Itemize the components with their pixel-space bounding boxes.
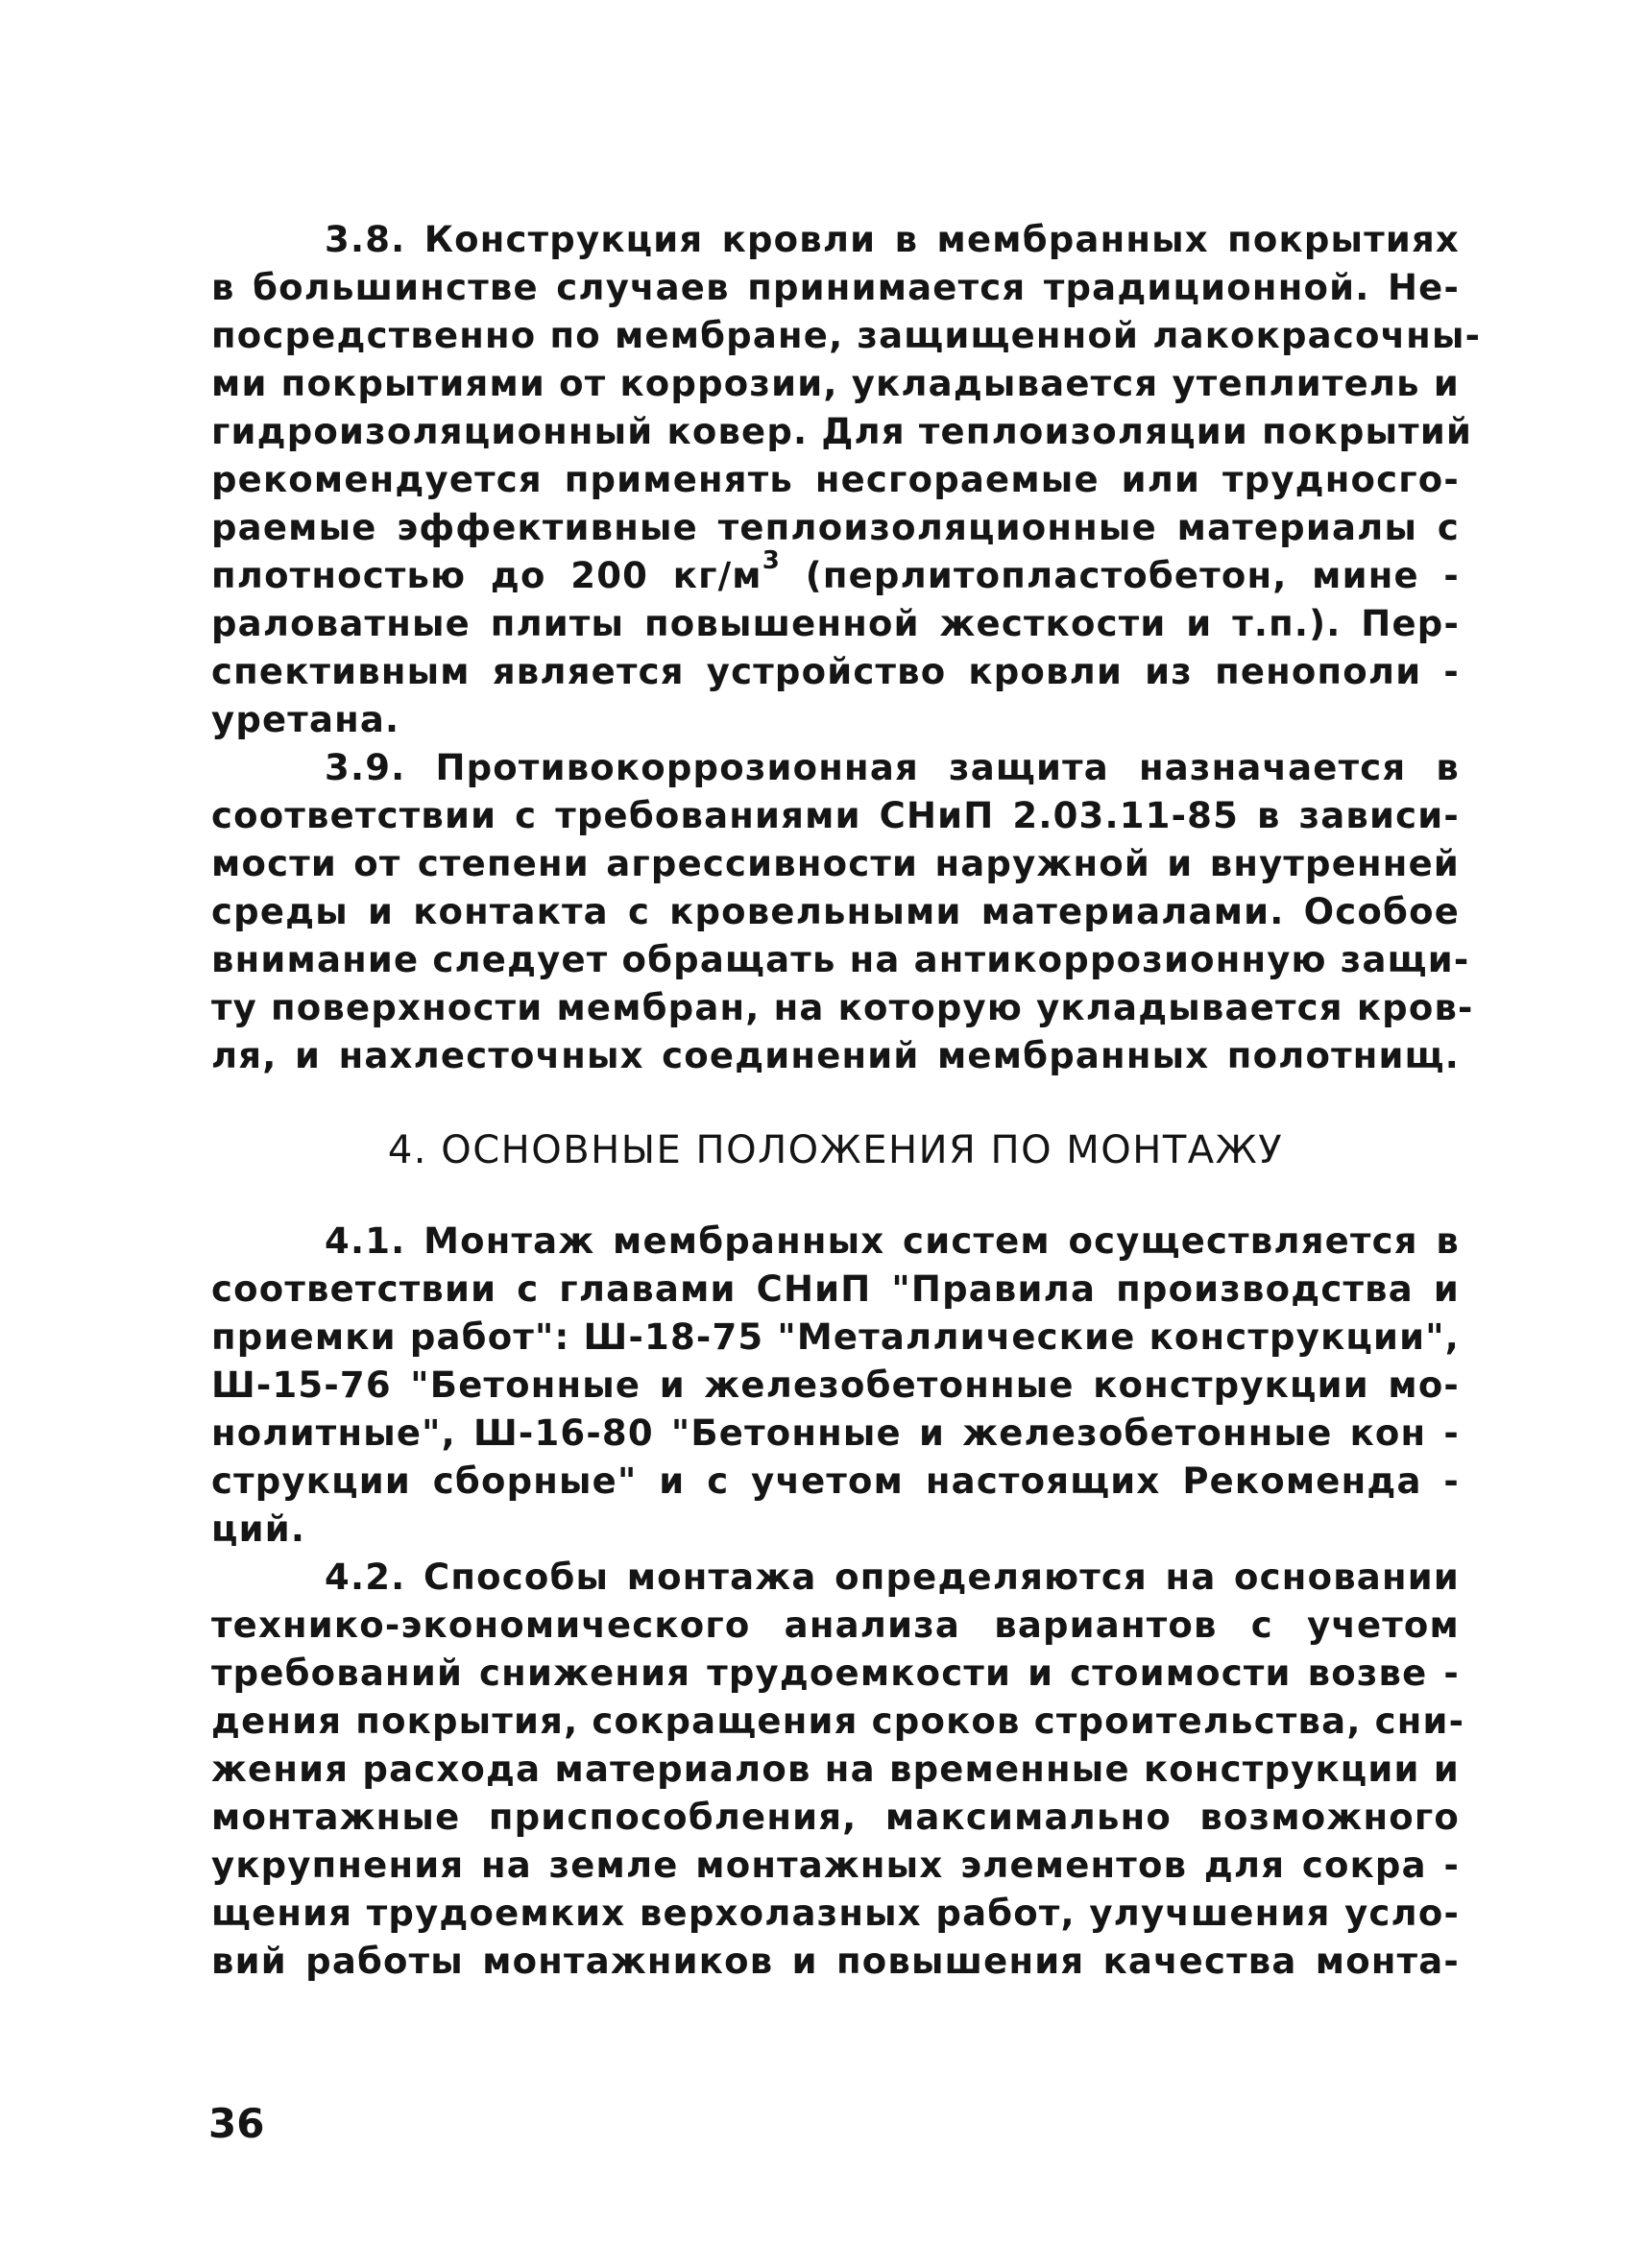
paragraph-line: спективным является устройство кровли из пенополи - xyxy=(211,651,1460,692)
paragraph-line: ля, и нахлесточных соединений мембранных полотнищ. xyxy=(211,1035,1460,1076)
paragraph-line: дения покрытия, сокращения сроков строительства, сни- xyxy=(211,1701,1465,1742)
paragraph-line: соответствии с главами СНиП "Правила производства и xyxy=(211,1268,1460,1310)
paragraph-line: 3.9. Противокоррозионная защита назначается в xyxy=(325,747,1460,788)
paragraph-line: уретана. xyxy=(211,699,400,740)
paragraph-line: 4.1. Монтаж мембранных систем осуществляется в xyxy=(325,1220,1460,1262)
line-text: (перлитопластобетон, мине - xyxy=(781,555,1460,596)
page-number: 36 xyxy=(208,2100,265,2147)
paragraph-line: раемые эффективные теплоизоляционные материалы с xyxy=(211,507,1460,548)
line-text: плотностью до 200 кг/м xyxy=(211,555,762,596)
paragraph-line: вий работы монтажников и повышения качества монта- xyxy=(211,1941,1460,1982)
paragraph-line: раловатные плиты повышенной жесткости и т.п.). Пер- xyxy=(211,603,1460,644)
paragraph-line-with-superscript xyxy=(211,546,1460,600)
cube-superscript: 3 xyxy=(762,546,782,575)
paragraph-3-9 xyxy=(211,744,1474,1080)
paragraph-line: гидроизоляционный ковер. Для теплоизоляции покрытий xyxy=(211,411,1473,452)
paragraph-line: требований снижения трудоемкости и стоимости возве - xyxy=(211,1653,1460,1694)
paragraph-line: укрупнения на земле монтажных элементов для сокра - xyxy=(211,1845,1460,1886)
paragraph-line: щения трудоемких верхолазных работ, улучшения усло- xyxy=(211,1893,1460,1934)
paragraph-line: соответствии с требованиями СНиП 2.03.11-85 в зависи- xyxy=(211,795,1460,836)
paragraph-4-1 xyxy=(211,1218,1460,1554)
paragraph-line: жения расхода материалов на временные конструкции и xyxy=(211,1749,1460,1790)
paragraph-line: монтажные приспособления, максимально возможного xyxy=(211,1797,1460,1838)
paragraph-line: технико-экономического анализа вариантов с учетом xyxy=(211,1604,1460,1646)
paragraph-line: в большинстве случаев принимается традиционной. Не- xyxy=(211,267,1460,308)
paragraph-3-8 xyxy=(211,216,1482,744)
paragraph-4-2 xyxy=(211,1554,1465,1986)
paragraph-line: 3.8. Конструкция кровли в мембранных покрытиях xyxy=(325,219,1460,260)
section-heading: 4. ОСНОВНЫЕ ПОЛОЖЕНИЯ ПО МОНТАЖУ xyxy=(387,1128,1284,1172)
paragraph-line: ми покрытиями от коррозии, укладывается утеплитель и xyxy=(211,363,1460,404)
paragraph-line: нолитные", Ш-16-80 "Бетонные и железобетонные кон - xyxy=(211,1412,1460,1454)
paragraph-line: приемки работ": Ш-18-75 "Металлические конструкции", xyxy=(211,1316,1460,1358)
paragraph-line: рекомендуется применять несгораемые или трудносго- xyxy=(211,459,1460,500)
paragraph-line: посредственно по мембране, защищенной лакокрасочны- xyxy=(211,315,1482,356)
paragraph-line: ций. xyxy=(211,1508,306,1550)
paragraph-line: внимание следует обращать на антикоррозионную защи- xyxy=(211,939,1470,980)
paragraph-line: струкции сборные" и с учетом настоящих Рекоменда - xyxy=(211,1460,1460,1502)
paragraph-line: 4.2. Способы монтажа определяются на основании xyxy=(325,1556,1460,1598)
paragraph-line: ту поверхности мембран, на которую укладывается кров- xyxy=(211,987,1474,1028)
paragraph-line: мости от степени агрессивности наружной и внутренней xyxy=(211,843,1460,884)
paragraph-line: Ш-15-76 "Бетонные и железобетонные конструкции мо- xyxy=(211,1364,1460,1406)
paragraph-line: среды и контакта с кровельными материалами. Особое xyxy=(211,891,1460,932)
